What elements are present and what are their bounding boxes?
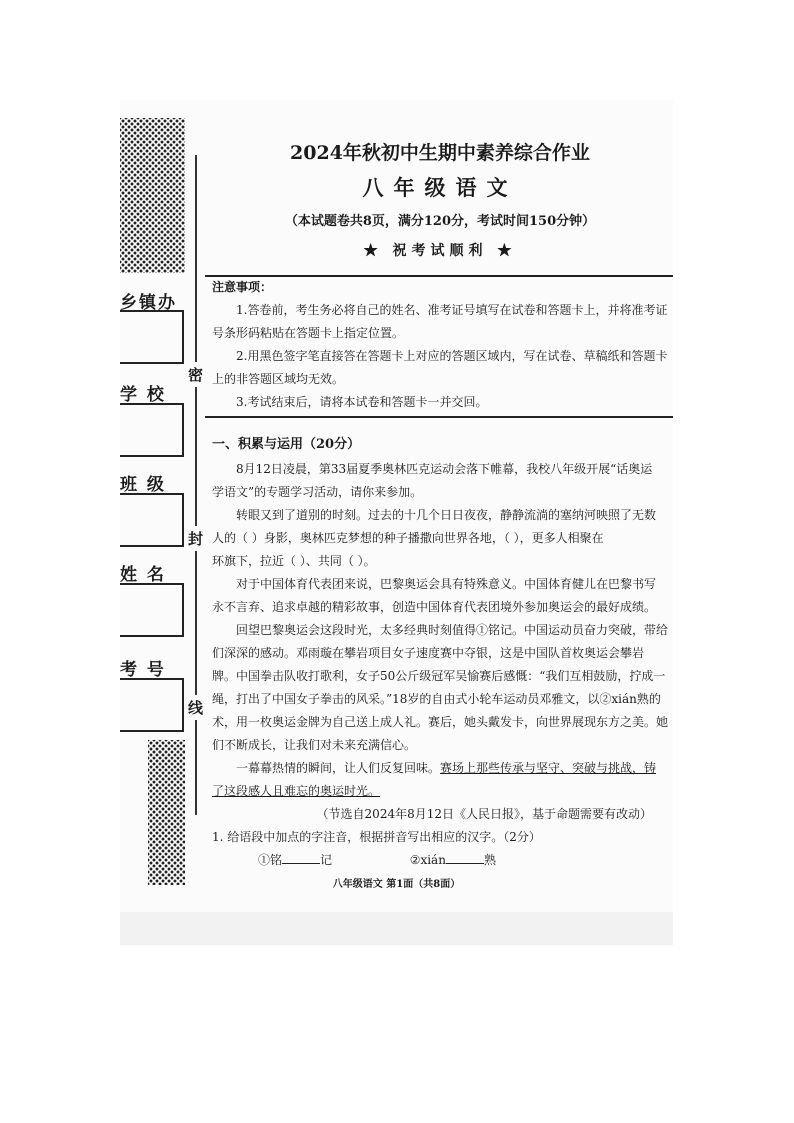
binding-mark-seal: 密: [188, 362, 203, 387]
exam-number-field[interactable]: [120, 678, 184, 732]
intro-line: 8月12日凌晨，第33届夏季奥林匹克运动会落下帷幕，我校八年级开展“话奥运: [236, 462, 653, 476]
passage-line: 们深深的感动。邓雨璇在攀岩项目女子速度赛中夺银，这是中国队首枚奥运会攀岩: [212, 646, 645, 660]
decorative-pattern-top: [120, 118, 185, 273]
notice-item: 1.答卷前，考生务必将自己的姓名、准考证号填写在试卷和答题卡上，并将准考证: [236, 303, 668, 317]
notice-item: 3.考试结束后，请将本试卷和答题卡一并交回。: [236, 395, 488, 409]
underlined-sentence-continued: 了这段感人且难忘的奥运时光。: [212, 784, 381, 798]
intro-line: 学语文”的专题学习活动，请你来参加。: [212, 485, 423, 499]
school-field[interactable]: [120, 403, 184, 457]
scanned-exam-sheet: [120, 100, 673, 945]
exam-page: [120, 100, 673, 912]
passage-line: 永不言弃、追求卓越的精彩故事，创造中国体育代表团境外参加奥运会的最好成绩。: [212, 600, 657, 614]
answer-a-label: ①铭: [258, 853, 283, 867]
exam-info: （本试题卷共8页，满分120分，考试时间150分钟）: [284, 214, 596, 229]
passage-line: 转眼又到了道别的时刻。过去的十几个日日夜夜，静静流淌的塞纳河映照了无数: [236, 508, 657, 522]
notice-bottom-rule: [205, 416, 673, 418]
notice-item: 上的非答题区域均无效。: [212, 372, 345, 386]
good-luck-banner: ★ 祝考试顺利 ★: [363, 243, 517, 259]
township-field[interactable]: [120, 310, 184, 364]
source-citation: （节选自2024年8月12日《人民日报》，基于命题需要有改动）: [316, 807, 652, 821]
sidebar-label-township: 乡镇办: [120, 293, 177, 313]
answer-b-label: ②xián: [409, 853, 446, 867]
section-heading: 一、积累与运用（20分）: [212, 437, 361, 452]
sidebar-label-school: 学 校: [120, 385, 166, 405]
passage-line: 牌。中国拳击队收打歌利，女子50公斤级冠军吴愉赛后感慨：“我们互相鼓励，拧成一: [212, 669, 666, 683]
passage-line: 对于中国体育代表团来说，巴黎奥运会具有特殊意义。中国体育健儿在巴黎书写: [236, 577, 657, 591]
decorative-pattern-bottom: [148, 740, 185, 885]
passage-line: 术，用一枚奥运金牌为自己送上成人礼。赛后，她头戴发卡，向世界展现东方之美。她: [212, 715, 669, 729]
passage-line: 人的（ ）身影，奥林匹克梦想的种子播撒向世界各地，（ ），更多人相聚在: [212, 531, 604, 545]
question-1-answer-row: [258, 849, 673, 872]
sidebar-label-name: 姓 名: [120, 565, 166, 585]
exam-title: 2024年秋初中生期中素养综合作业: [290, 142, 590, 164]
passage-line: 们不断成长，让我们对未来充满信心。: [212, 738, 417, 752]
binding-mark-line: 线: [188, 695, 203, 720]
answer-a-suffix: 记: [320, 853, 333, 867]
notice-item: 号条形码粘贴在答题卡上指定位置。: [212, 326, 405, 340]
name-field[interactable]: [120, 583, 184, 637]
question-1: 1. 给语段中加点的字注音，根据拼音写出相应的汉字。（2分）: [212, 830, 541, 844]
sidebar-label-exam-number: 考 号: [120, 660, 166, 680]
answer-b-blank[interactable]: [446, 851, 484, 864]
passage-line: 绳，打出了中国女子拳击的风采。”18岁的自由式小轮车运动员邓雅文，以②xián熟的: [212, 692, 661, 706]
notice-heading: 注意事项：: [212, 280, 273, 294]
passage-line: 回望巴黎奥运会这段时光，太多经典时刻值得①铭记。中国运动员奋力突破，带给: [236, 623, 669, 637]
sidebar-label-class: 班 级: [120, 475, 166, 495]
underlined-sentence: 赛场上那些传承与坚守、突破与挑战，铸: [440, 761, 657, 775]
notice-item: 2.用黑色签字笔直接答在答题卡上对应的答题区域内，写在试卷、草稿纸和答题卡: [236, 349, 668, 363]
answer-a-blank[interactable]: [282, 851, 320, 864]
binding-mark-close: 封: [188, 526, 203, 551]
closing-line: [212, 757, 673, 780]
class-field[interactable]: [120, 493, 184, 547]
answer-b-suffix: 熟: [483, 853, 496, 867]
passage-line: 环旗下，拉近（ ）、共同（ ）。: [212, 554, 376, 568]
subject-title: 八年级语文: [362, 175, 518, 200]
page-footer: 八年级语文 第1面（共8面）: [332, 879, 461, 890]
closing-plain-text: 一幕幕热情的瞬间，让人们反复回味。: [236, 761, 441, 775]
